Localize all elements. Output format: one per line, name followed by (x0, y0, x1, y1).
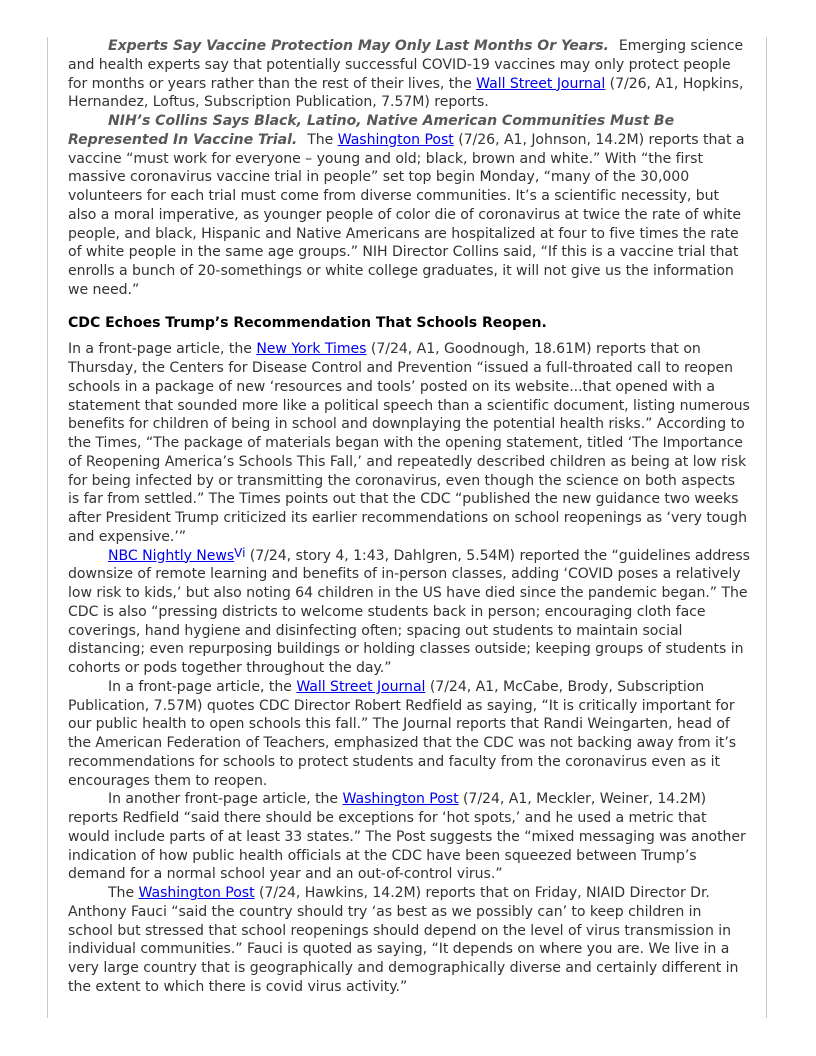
section-paragraph (68, 547, 750, 678)
story-lead-headline: NIH’s Collins Says Black, Latino, Native American Communities Must Be Represented In Vaccine Trial. (68, 113, 675, 148)
story-text: The (307, 131, 338, 148)
source-link-washington-post[interactable]: Washington Post (138, 885, 255, 901)
document-content (68, 37, 750, 997)
story-citation: (7/26, A1, Johnson, 14.2M) reports that a vaccine “must work for everyone – young and old; black, brown and white.” With “the first massive coronavirus vaccine trial in people” set top begin Monday, “many of the 30,000 volunteers for each trial must come from diverse communities. It’s a scientific necessity, but also a moral imperative, as younger people of color die of coronavirus at twice the rate of white people, and black, Hispanic and Native Americans are hospitalized at four to five times the rate of white people in the same age groups.” NIH Director Collins said, “If this is a vaccine trial that enrolls a bunch of 20-somethings or white college graduates, it will not give us the information we need.” (68, 131, 745, 298)
source-link-new-york-times[interactable]: New York Times (256, 341, 367, 358)
paragraph-citation: (7/24, story 4, 1:43, Dahlgren, 5.54M) reported the “guidelines address downsize of remote learning and benefits of in-person classes, adding ‘COVID poses a relatively low risk to kids,’ but also noting 64 children in the US have died since the pandemic began.” The CDC is also “pressing districts to welcome students back in person; encouraging cloth face coverings, hand hygiene and disinfecting often; spacing out students to maintain social distancing; even repurposing buildings or holding classes outside; keeping groups of students in cohorts or pods together throughout the day.” (68, 547, 750, 676)
section-heading: CDC Echoes Trump’s Recommendation That Schools Reopen. (68, 314, 547, 331)
paragraph-text: In another front-page article, the (108, 791, 343, 808)
story-lead-headline: Experts Say Vaccine Protection May Only Last Months Or Years. (108, 38, 609, 54)
paragraph-text: In a front-page article, the (68, 341, 257, 358)
story-vaccine-protection (68, 37, 750, 112)
story-collins-vaccine-trial (68, 112, 750, 300)
paragraph-citation: (7/24, A1, Goodnough, 18.61M) reports that on Thursday, the Centers for Disease Control and Prevention “issued a full-throated call to reopen schools in a package of new ‘resources and tools’ posted on its website...that opened with a statement that sounded more like a political speech than a scientific document, listing numerous benefits for children of being in school and downplaying the potential health risks.” According to the Times, “The package of materials began with the opening statement, titled ‘The Importance of Reopening America’s Schools This Fall,’ and repeatedly described children as being at low risk for being infected by or transmitting the coronavirus, even though the science on both aspects is far from settled.” The Times points out that the CDC “published the new guidance two weeks after President Trump criticized its earlier recommendations on school reopenings as ‘very tough and expensive.’” (68, 341, 750, 545)
paragraph-citation: (7/24, A1, Meckler, Weiner, 14.2M) reports Redfield “said there should be exceptions for ‘hot spots,’ and he used a metric that would include parts of at least 33 states.” The Post suggests the “mixed messaging was another indication of how public health officials at the CDC have been squeezed between Trump’s demand for a normal school year and an out-of-control virus.” (68, 791, 746, 883)
source-link-wall-street-journal[interactable]: Wall Street Journal (296, 678, 426, 695)
paragraph-text: The (108, 885, 139, 901)
source-link-nbc-nightly-news[interactable]: NBC Nightly News (108, 547, 235, 564)
section-paragraph (68, 340, 750, 546)
source-link-washington-post[interactable]: Washington Post (337, 131, 454, 148)
section-paragraph (68, 790, 750, 884)
paragraph-citation: (7/24, A1, McCabe, Brody, Subscription Publication, 7.57M) quotes CDC Director Robert Redfield as saying, “It is critically important for our public health to open schools this fall.” The Journal reports that Randi Weingarten, head of the American Federation of Teachers, emphasized that the CDC was not backing away from it’s recommendations for schools to protect students and faculty from the coronavirus even as it encourages them to reopen. (68, 678, 737, 789)
source-link-washington-post[interactable]: Washington Post (342, 791, 459, 808)
video-link-icon[interactable]: Vi (234, 545, 246, 560)
section-paragraph (68, 884, 750, 997)
story-citation: (7/26, A1, Hopkins, Hernandez, Loftus, Subscription Publication, 7.57M) reports. (68, 75, 744, 111)
paragraph-citation: (7/24, Hawkins, 14.2M) reports that on Friday, NIAID Director Dr. Anthony Fauci “said the country should try ‘as best as we possibly can’ to keep children in school but stressed that school reopenings should depend on the level of virus transmission in individual communities.” Fauci is quoted as saying, “It depends on where you are. We live in a very large country that is geographically and demographically diverse and certainly different in the extent to which there is covid virus activity.” (68, 885, 739, 995)
document-page (47, 37, 767, 1018)
paragraph-text: In a front-page article, the (108, 678, 297, 695)
story-text: Emerging science and health experts say that potentially successful COVID-19 vaccines may only protect people for months or years rather than the rest of their lives, the (68, 38, 744, 92)
source-link-wall-street-journal[interactable]: Wall Street Journal (476, 75, 606, 92)
section-paragraph (68, 678, 750, 791)
